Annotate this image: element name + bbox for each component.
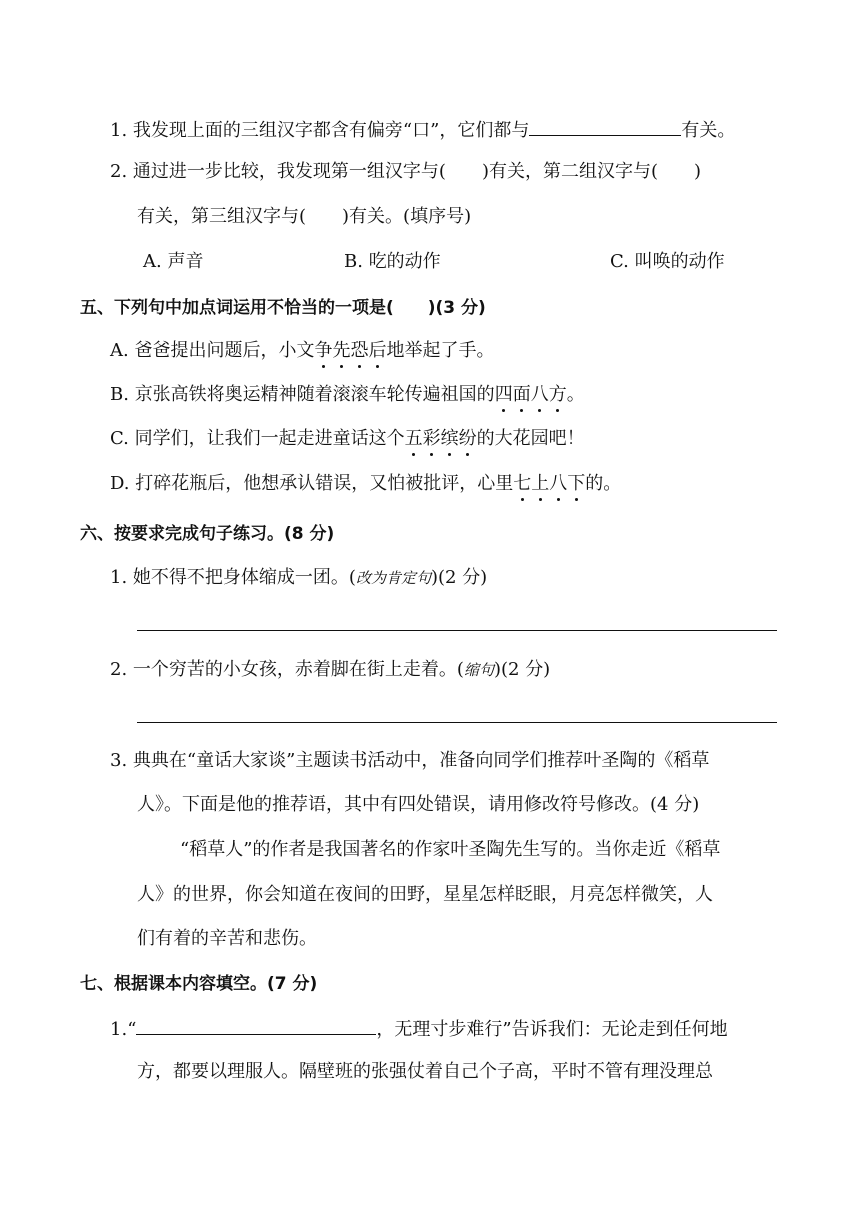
q4-item2-line1 — [110, 160, 701, 184]
q4-option-a: A. 声音 — [143, 251, 204, 272]
q4-item1 — [110, 117, 735, 143]
emphasis-dot-char: 七 — [513, 473, 532, 494]
q7-item1-blank[interactable] — [136, 1016, 376, 1035]
q6-item3-line2: 人》。下面是他的推荐语，其中有四处错误，请用修改符号修改。(4 分) — [137, 794, 700, 815]
q7-item1-line1: 1.“ ，无理寸步难行”告诉我们：无论走到任何地 — [110, 1016, 728, 1042]
q5-title: 五、下列句中加点词运用不恰当的一项是( )(3 分) — [80, 298, 486, 318]
emphasis-dot-char: 面 — [512, 384, 531, 405]
q4-item1-num: 1. — [110, 120, 128, 141]
q5-option-a: A. 爸爸提出问题后，小文争先恐后地举起了手。 — [110, 340, 495, 361]
q4-option-b: B. 吃的动作 — [344, 251, 441, 272]
q6-item3-para-line2: 人》的世界，你会知道在夜间的田野，星星怎样眨眼，月亮怎样微笑，人 — [137, 884, 713, 905]
emphasis-dot-char: 下 — [567, 473, 586, 494]
emphasis-dot-char: 八 — [549, 473, 568, 494]
q5-option-a-dotted — [314, 340, 386, 361]
q6-item1-answer-line[interactable] — [137, 630, 777, 631]
q6-item2: 2. 一个穷苦的小女孩，赤着脚在街上走着。(缩句)(2 分) — [110, 659, 551, 680]
q6-item2-answer-line[interactable] — [137, 722, 777, 723]
q6-item3-para-line1: “稻草人”的作者是我国著名的作家叶圣陶先生写的。当你走近《稻草 — [180, 839, 721, 860]
emphasis-dot-char: 先 — [332, 340, 351, 361]
emphasis-dot-char: 争 — [314, 340, 333, 361]
q6-title: 六、按要求完成句子练习。(8 分) — [80, 524, 335, 544]
q4-item2-num: 2. — [110, 161, 128, 182]
emphasis-dot-char: 八 — [530, 384, 549, 405]
emphasis-dot-char: 四 — [494, 384, 513, 405]
emphasis-dot-char: 方 — [548, 384, 567, 405]
q7-item1-line2: 方，都要以理服人。隔壁班的张强仗着自己个子高，平时不管有理没理总 — [137, 1061, 713, 1082]
q6-item3-para-line3: 们有着的辛苦和悲伤。 — [137, 928, 317, 949]
q4-item2-text-line1: 通过进一步比较，我发现第一组汉字与( )有关，第二组汉字与( ) — [132, 161, 702, 182]
q4-item1-text: 我发现上面的三组汉字都含有偏旁“口”，它们都与 — [132, 120, 530, 141]
q5-option-c: C. 同学们，让我们一起走进童话这个五彩缤纷的大花园吧！ — [110, 428, 585, 449]
emphasis-dot-char: 后 — [368, 340, 387, 361]
emphasis-dot-char: 五 — [404, 428, 423, 449]
q5-option-d-dotted — [513, 473, 585, 494]
q4-item2-line2: 有关，第三组汉字与( )有关。(填序号) — [137, 206, 472, 227]
emphasis-dot-char: 彩 — [422, 428, 441, 449]
emphasis-dot-char: 上 — [531, 473, 550, 494]
emphasis-dot-char: 纷 — [458, 428, 477, 449]
q6-item3-line1: 3. 典典在“童话大家谈”主题读书活动中，准备向同学们推荐叶圣陶的《稻草 — [110, 750, 710, 771]
q4-item1-text-after: 有关。 — [681, 120, 736, 141]
q4-item1-blank[interactable] — [529, 117, 681, 136]
q5-option-b-dotted — [495, 384, 567, 405]
q5-option-b: B. 京张高铁将奥运精神随着滚滚车轮传遍祖国的四面八方。 — [110, 384, 585, 405]
emphasis-dot-char: 恐 — [350, 340, 369, 361]
q4-option-c: C. 叫唤的动作 — [610, 251, 725, 272]
q5-option-d: D. 打碎花瓶后，他想承认错误，又怕被批评，心里七上八下的。 — [110, 473, 622, 494]
q6-item1: 1. 她不得不把身体缩成一团。(改为肯定句)(2 分) — [110, 567, 488, 588]
emphasis-dot-char: 缤 — [440, 428, 459, 449]
q5-option-c-dotted — [405, 428, 477, 449]
q7-title: 七、根据课本内容填空。(7 分) — [80, 974, 318, 994]
